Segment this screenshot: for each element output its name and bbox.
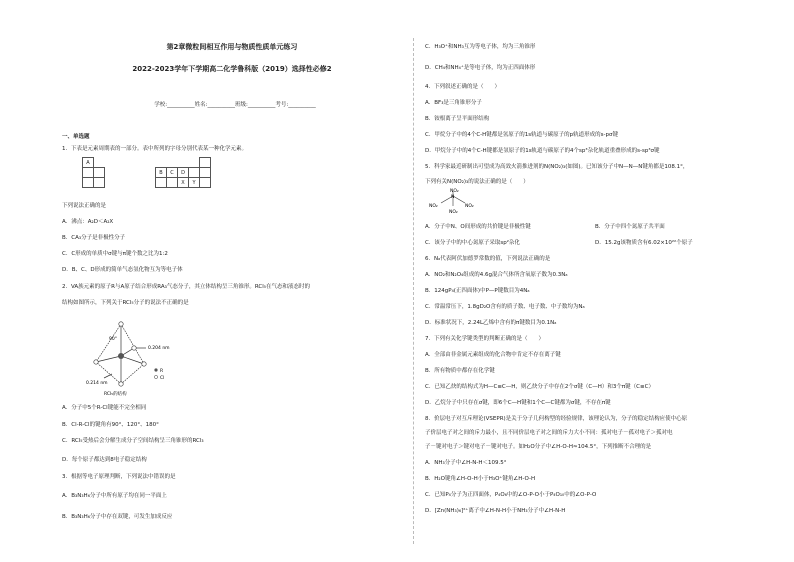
question-2: 2．VA族元素的原子R与A原子结合形成RA₃气态分子，其立体结构呈三角锥形。RCl₅在气态和液态时的 — [62, 284, 310, 290]
table-cell: B — [156, 168, 167, 178]
option-d: D．甲烷分子中的4个C-H键都是氢原子的1s轨道与碳原子的4个sp³杂化轨道重叠形成的s-sp³σ键 — [425, 148, 660, 154]
option-a: A．全部由非金属元素组成的化合物中肯定不存在离子键 — [425, 352, 561, 358]
table-cell: D — [178, 168, 189, 178]
option-c: C．常温常压下，1.8gD₂O含有的质子数、电子数、中子数均为Nₐ — [425, 304, 585, 310]
column-divider — [413, 38, 414, 544]
no2-label: NO₂ — [449, 210, 458, 215]
option-d: D．乙烷分子中只存在σ键，即6个C—H键和1个C—C键都为σ键，不存在π键 — [425, 400, 611, 406]
angle-label: 90° — [109, 337, 117, 342]
option-a: A．分子中N、O间形成的共价键是非极性键 — [425, 224, 531, 230]
table-cell: C — [167, 168, 178, 178]
bond-length-label: 0.214 nm — [86, 381, 108, 386]
option-b: B．124gP₄(正四面体)中P—P键数目为4Nₐ — [425, 288, 530, 294]
option-d: D．15.2g该物质含有6.02×10²²个原子 — [595, 240, 693, 246]
option-b: B．B₃N₃H₆分子中存在双键，可发生加成反应 — [62, 514, 173, 520]
question-6: 6．Nₐ代表阿伏加德罗常数的值，下列说法正确的是 — [425, 256, 551, 262]
option-a: A．沸点：A₂D＜A₂X — [62, 219, 114, 225]
option-a: A．分子中5个R-Cl键能不完全相同 — [62, 405, 147, 411]
option-a: A．NO₂和N₂O₄组成的4.6g混合气体所含氧原子数为0.3Nₐ — [425, 272, 568, 278]
option-b: B．铵根离子呈平面形结构 — [425, 116, 490, 122]
option-b: B．CA₃分子是非极性分子 — [62, 235, 126, 241]
section-heading: 一、单选题 — [62, 134, 90, 140]
n-no2-3-structure — [425, 188, 485, 218]
left-column — [62, 0, 402, 562]
option-d: D．B、C、D形成的简单气态氢化物互为等电子体 — [62, 267, 183, 273]
student-info: 学校:__________姓名:__________班级:__________考号:__________ — [154, 102, 316, 108]
bond-length-label: 0.204 nm — [148, 346, 170, 351]
option-b: B．Cl-R-Cl的键角有90°、120°、180° — [62, 422, 159, 428]
question-3: 3．根据等电子原理判断，下列说法中错误的是 — [62, 474, 176, 480]
table-cell: X — [178, 178, 189, 188]
no2-label: NO₂ — [429, 204, 438, 209]
question-5: 5．科学家最近研制出可望成为高效火箭推进剂的N(NO₂)₃(如图)。已知该分子中N—N—N键角都是108.1°， — [425, 164, 689, 170]
option-d: D．标准状况下，2.24L乙烯中含有的π键数目为0.1Nₐ — [425, 320, 557, 326]
option-c: C．已知P₄分子为正四面体，P₄O₆中的∠O-P-O小于P₄O₁₀中的∠O-P-O — [425, 492, 597, 498]
table-cell: A — [83, 158, 94, 168]
question-2-cont: 结构如图所示，下列关于RCl₅分子的说法不正确的是 — [62, 300, 189, 306]
option-b: B．分子中四个氮原子共平面 — [595, 224, 665, 230]
question-8-cont: 子－键对电子＞键对电子－键对电子。如H₂O分子中∠H-O-H≈104.5°，下列推断不合理的是 — [425, 444, 652, 450]
question-5-cont: 下列有关N(NO₂)₃的说法正确的是（ ） — [425, 179, 529, 185]
periodic-table — [82, 157, 211, 188]
option-c: C．H₃O⁺和NH₃互为等电子体，均为三角锥形 — [425, 44, 536, 50]
option-a: A．BF₃是三角锥形分子 — [425, 100, 482, 106]
option-b: B．所有物质中都存在化学键 — [425, 368, 495, 374]
n-label: NO₂ — [450, 189, 459, 194]
question-4: 4．下列叙述正确的是（ ） — [425, 84, 501, 90]
option-c: C．已知乙炔的结构式为H—C≡C—H，则乙炔分子中存在2个σ键（C—H）和3个π键（C≡C） — [425, 384, 654, 390]
option-d: D．CH₄和NH₄⁺是等电子体，均为正四面体形 — [425, 65, 536, 71]
option-a: A．B₃N₃H₆分子中所有原子均在同一平面上 — [62, 493, 167, 499]
legend-r: R — [160, 369, 164, 374]
option-a: A．NH₃分子中∠H-N-H＜109.5° — [425, 460, 507, 466]
option-c: C．C形成的单质中σ键与π键个数之比为1:2 — [62, 251, 168, 257]
table-cell: Y — [189, 178, 200, 188]
option-c: C．RCl₅受热后会分解生成分子空间结构呈三角锥形的RCl₃ — [62, 438, 204, 444]
page-title: 第2章微粒间相互作用与物质性质单元练习 — [166, 43, 298, 51]
question-1: 1．下表是元素周期表的一部分。表中所列的字母分别代表某一种化学元素。 — [62, 146, 248, 152]
question-8: 8．价层电子对互斥理论(VSEPR)是关于分子几何构型的经验规律，该理论认为，分子的稳定结构应使中心原 — [425, 416, 688, 422]
page-subtitle: 2022-2023学年下学期高二化学鲁科版（2019）选择性必修2 — [132, 65, 332, 73]
figure-caption: RCl₅的结构 — [104, 392, 127, 397]
right-column — [425, 0, 765, 562]
prompt-text: 下列说法正确的是 — [62, 203, 107, 209]
r-atom — [118, 353, 124, 359]
option-d: D．每个原子都达到8电子稳定结构 — [62, 457, 147, 463]
option-c: C．甲烷分子中的4个C-H键都是氢原子的1s轨道与碳原子的p轨道形成的s-pσ键 — [425, 132, 618, 138]
question-8-cont: 子价层电子对之间的斥力最小，且不同价层电子对之间的斥力大小不同：孤对电子－孤对电子＞孤对电 — [425, 430, 673, 436]
option-d: D．[Zn(NH₃)₆]²⁺离子中∠H-N-H小于NH₃分子中∠H-N-H — [425, 508, 566, 514]
legend-cl: Cl — [160, 376, 165, 381]
option-b: B．H₂O键角∠H-O-H小于H₃O⁺键角∠H-O-H — [425, 476, 536, 482]
question-7: 7．下列有关化学键类型的判断正确的是（ ） — [425, 336, 545, 342]
rcl5-structure-figure — [86, 318, 196, 398]
no2-label: NO₂ — [465, 204, 474, 209]
n-label: N — [451, 195, 455, 200]
option-c: C．该分子中的中心氮原子采取sp²杂化 — [425, 240, 520, 246]
